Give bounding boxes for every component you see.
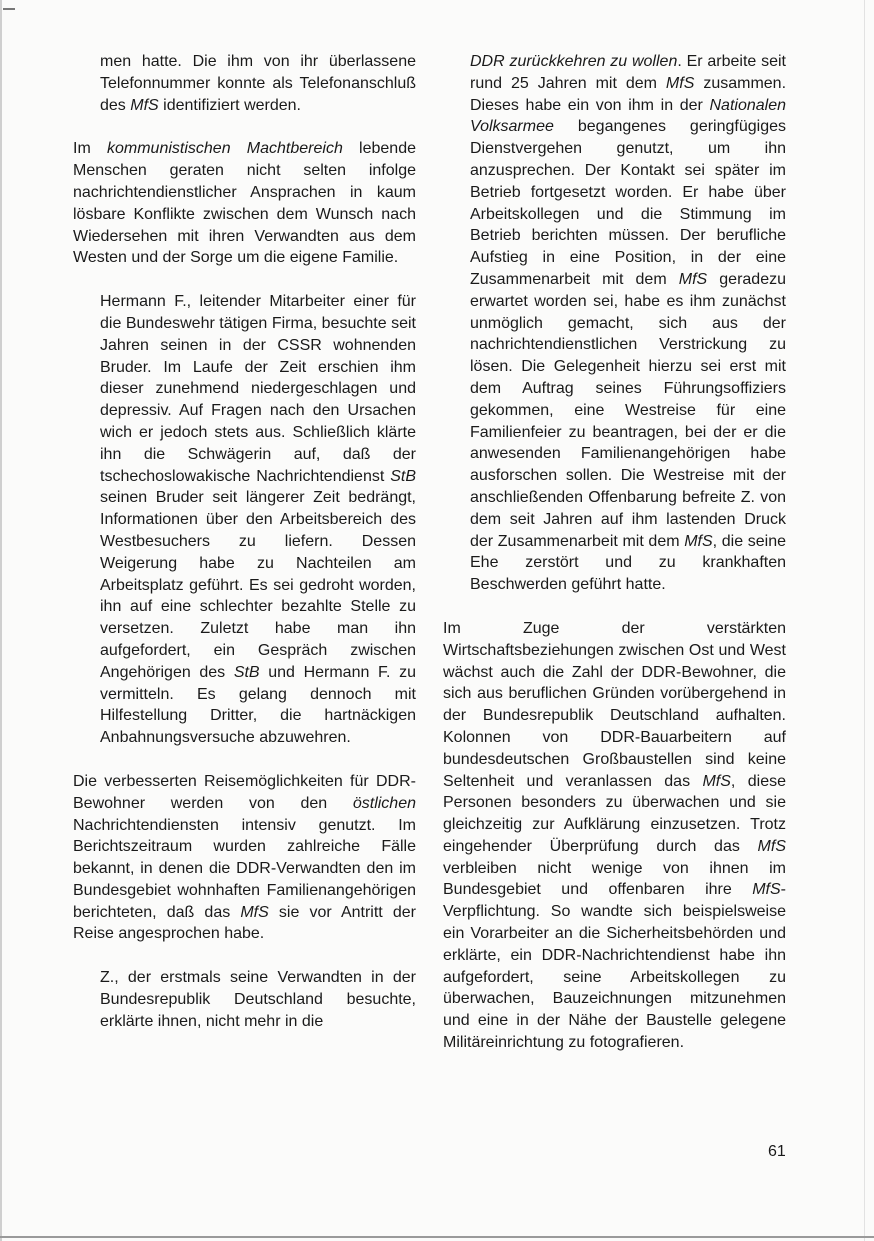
text-run: geradezu erwartet worden sei, habe es ihm zunächst unmöglich gemacht, sich aus der nachrichtendienstlichen Verstrickung zu lösen. Die Gelegenheit hierzu sei erst mit dem Auftrag seines Führungsoffiziers gekommen, eine Westreise für eine Familienfeier zu beantragen, bei der er die anwesenden Familienangehörigen habe ausforschen sollen. Die Westreise mit der anschließenden Offenbarung befreite Z. von dem seit Jahren auf ihm lastenden Druck der Zusammenarbeit mit dem xyxy=(470,270,786,550)
emphasis-text: StB xyxy=(233,663,260,681)
emphasis-text: MfS xyxy=(757,837,786,855)
emphasis-text: östlichen xyxy=(352,794,416,812)
emphasis-text: DDR zurückkehren zu wollen xyxy=(470,53,678,70)
case-example-paragraph xyxy=(100,967,416,1032)
right-column xyxy=(443,51,786,1054)
emphasis-text: StB xyxy=(390,467,416,485)
paragraph-gap xyxy=(73,269,416,291)
text-run: Nachrichtendiensten intensiv genutzt. Im Berichtszeitraum wurden zahlreiche Fälle bekannt, in denen die DDR-Verwandten den im Bundesgebiet wohnhaften Familienangehörigen berichteten, daß das xyxy=(73,816,416,921)
emphasis-text: kommunistischen Machtbereich xyxy=(106,140,343,158)
page-number: 61 xyxy=(768,1143,786,1160)
text-run: identifiziert werden. xyxy=(158,96,301,114)
text-run: und Hermann F. zu vermitteln. Es gelang dennoch mit Hilfestellung Dritter, die hartnäckigen Anbahnungsversuche abzuwehren. xyxy=(100,663,416,747)
emphasis-text: Nationalen Volksarmee xyxy=(470,96,786,136)
case-example-paragraph xyxy=(100,51,416,116)
page-bottom-edge xyxy=(0,1236,874,1238)
emphasis-text: MfS xyxy=(678,270,708,288)
paragraph-gap xyxy=(443,596,786,618)
text-run: seinen Bruder seit längerer Zeit bedrängt, Informationen über den Arbeitsbereich des Westbesuchers zu liefern. Dessen Weigerung habe zu Nachteilen am Arbeitsplatz geführt. Es sei gedroht worden, ihn auf eine schlechter bezahlte Stelle zu versetzen. Zuletzt habe man ihn aufgefordert, ein Gespräch zwischen Angehörigen des xyxy=(100,489,416,681)
text-run: -Verpflichtung. So wandte sich beispielsweise ein Vorarbeiter an die Sicherheitsbehörden und erklärte, ein DDR-Nachrichtendienst habe ihn aufgefordert, seine Arbeitskollegen zu überwachen, Bauzeichnungen mitzunehmen und eine in der Nähe der Baustelle gelegene Militäreinrichtung zu fotografieren. xyxy=(443,881,786,1052)
text-run: Z., der erstmals seine Verwandten in der Bundesrepublik Deutschland besuchte, erklärte ihnen, nicht mehr in die xyxy=(100,969,416,1030)
text-run: , die seine Ehe zerstört und zu krankhaften Beschwerden geführt hatte. xyxy=(470,532,787,594)
page-right-edge xyxy=(864,0,865,1241)
emphasis-text: MfS xyxy=(702,772,731,790)
text-run: sie vor Antritt der Reise angesprochen habe. xyxy=(73,903,416,943)
left-column xyxy=(73,51,416,1033)
text-run: men hatte. Die ihm von ihr überlassene Telefonnummer konnte als Telefonanschluß des xyxy=(100,53,416,114)
text-run: Die verbesserten Reisemöglichkeiten für DDR-Bewohner werden von den xyxy=(73,772,416,812)
text-run: lebende Menschen geraten nicht selten infolge nachrichtendienstlicher Ansprachen in kaum lösbare Konflikte zwischen dem Wunsch nach Wiedersehen mit ihren Verwandten aus dem Westen und der Sorge um die eigene Familie. xyxy=(73,140,416,267)
text-run: Hermann F., leitender Mitarbeiter einer für die Bundeswehr tätigen Firma, besuchte seit Jahren seinen in der CSSR wohnenden Bruder. Im Laufe der Zeit erschien ihm dieser zunehmend niedergeschlagen und depressiv. Auf Fragen nach den Ursachen wich er jedoch stets aus. Schließlich klärte ihn die Schwägerin auf, daß der tschechoslowakische Nachrichtendienst xyxy=(100,293,416,485)
body-paragraph xyxy=(73,771,416,945)
text-run: zusammen. Dieses habe ein von ihm in der xyxy=(470,74,787,114)
scan-corner-mark xyxy=(3,8,15,10)
text-run: , diese Personen besonders zu überwachen und sie gleichzeitig zur Aufklärung einzusetzen. Trotz eingehender Überprüfung durch das xyxy=(443,772,786,855)
paragraph-gap xyxy=(73,945,416,967)
page-left-edge xyxy=(0,0,2,1241)
text-run: verbleiben nicht wenige von ihnen im Bundesgebiet und offenbaren ihre xyxy=(443,859,786,899)
emphasis-text: MfS xyxy=(752,881,781,899)
emphasis-text: MfS xyxy=(130,96,159,114)
case-example-paragraph xyxy=(100,291,416,749)
emphasis-text: MfS xyxy=(240,903,269,921)
body-paragraph xyxy=(443,618,786,1054)
paragraph-gap xyxy=(73,116,416,138)
text-run: . Er arbeite seit rund 25 Jahren mit dem xyxy=(470,53,786,92)
text-run: begangenes geringfügiges Dienstvergehen genutzt, um ihn anzusprechen. Der Kontakt sei später im Betrieb fortgesetzt worden. Er habe über Arbeitskollegen und die Stimmung im Betrieb berichten müssen. Der berufliche Aufstieg in eine Position, in der eine Zusammenarbeit mit dem xyxy=(470,118,786,288)
emphasis-text: MfS xyxy=(684,532,713,550)
paragraph-gap xyxy=(73,749,416,771)
text-run: Im Zuge der verstärkten Wirtschaftsbeziehungen zwischen Ost und West wächst auch die Zahl der DDR-Bewohner, die sich aus beruflichen Gründen vorübergehend in der Bundesrepublik Deutschland aufhalten. Kolonnen von DDR-Bauarbeitern auf bundesdeutschen Großbaustellen sind keine Seltenheit und veranlassen das xyxy=(443,619,786,790)
text-run: Im xyxy=(73,140,107,158)
body-paragraph xyxy=(73,138,416,269)
emphasis-text: MfS xyxy=(665,74,695,92)
case-example-paragraph xyxy=(470,51,786,596)
